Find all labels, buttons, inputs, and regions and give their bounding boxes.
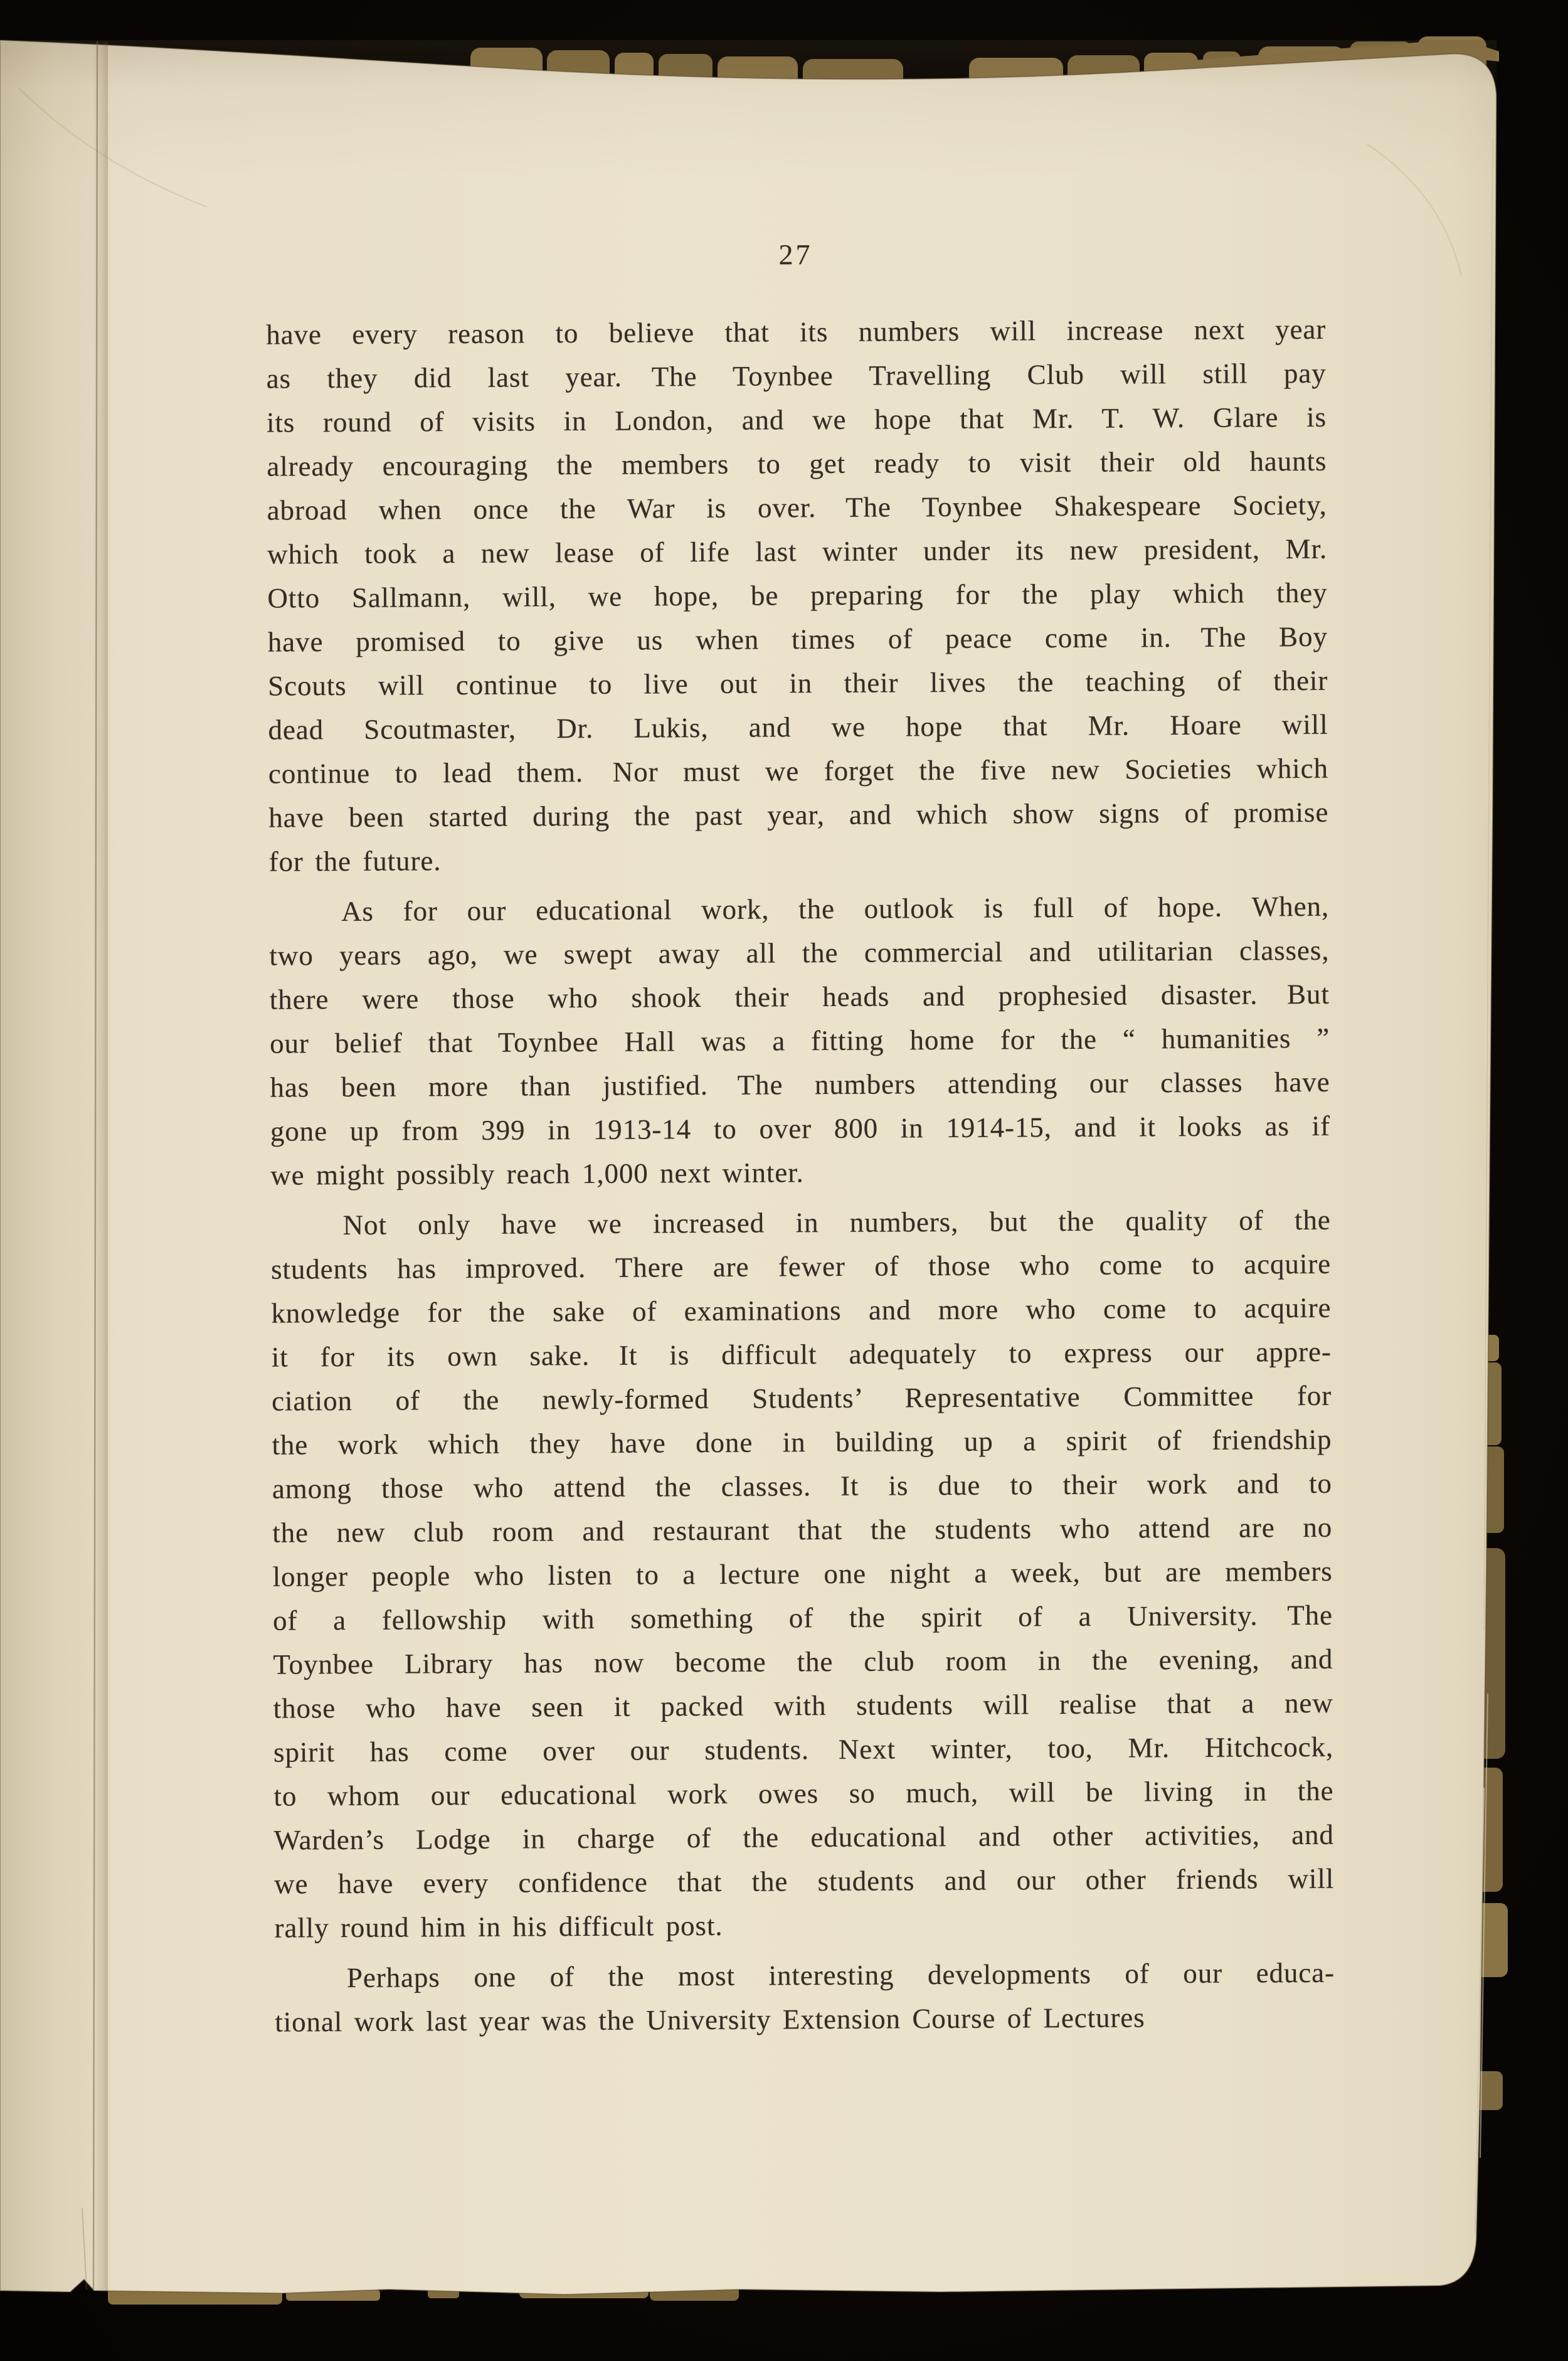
paragraph-3 [271, 1198, 1335, 1950]
text-line: have every reason to believe that its numbers will increase next year [266, 313, 1327, 351]
text-line: we have every confidence that the students and our other friends will [274, 1862, 1335, 1900]
text-line: As for our educational work, the outlook is full of hope. When, [341, 890, 1330, 928]
text-line: of a fellowship with something of the spirit of a University. The [272, 1599, 1333, 1637]
text-line: Warden’s Lodge in charge of the educational and other activities, and [273, 1818, 1334, 1856]
text-line: abroad when once the War is over. The Toynbee Shakespeare Society, [267, 489, 1327, 526]
text-line: our belief that Toynbee Hall was a fitting home for the “ humanities ” [270, 1022, 1330, 1059]
text-line: among those who attend the classes. It is due to their work and to [272, 1467, 1333, 1505]
text-line: it for its own sake. It is difficult adequately to express our appre- [271, 1335, 1332, 1373]
text-line: to whom our educational work owes so much, will be living in the [273, 1775, 1334, 1812]
text-line: as they did last year. The Toynbee Travelling Club will still pay [266, 357, 1327, 395]
text-line: its round of visits in London, and we hope that Mr. T. W. Glare is [266, 401, 1327, 438]
text-line: continue to lead them. Nor must we forget the five new Societies which [268, 752, 1329, 790]
text-line: which took a new lease of life last winter under its new president, Mr. [267, 533, 1328, 570]
text-line: have promised to give us when times of peace come in. The Boy [267, 620, 1328, 658]
text-line: already encouraging the members to get ready to visit their old haunts [267, 445, 1327, 482]
text-line: Otto Sallmann, will, we hope, be preparing for the play which they [267, 576, 1328, 614]
text-line: ciation of the newly-formed Students’ Representative Committee for [272, 1379, 1332, 1417]
text-line: we might possibly reach 1,000 next winter. [270, 1157, 804, 1191]
text-line: gone up from 399 in 1913-14 to over 800 in 1914-15, and it looks as if [270, 1110, 1331, 1147]
paragraph-2 [269, 884, 1331, 1197]
text-line: Scouts will continue to live out in their lives the teaching of their [268, 664, 1328, 702]
text-line: rally round him in his difficult post. [274, 1909, 723, 1944]
paragraph-1 [266, 307, 1329, 884]
page-content [265, 238, 1335, 2044]
text-line: has been more than justified. The numbers attending our classes have [270, 1066, 1330, 1103]
text-line: Not only have we increased in numbers, but the quality of the [342, 1204, 1331, 1241]
text-line: two years ago, we swept away all the commercial and utilitarian classes, [269, 934, 1330, 972]
text-line: there were those who shook their heads and prophesied disaster. But [269, 978, 1330, 1016]
text-line: for the future. [268, 845, 442, 878]
text-line: tional work last year was the University Extension Course of Lectures [275, 2002, 1145, 2038]
text-line: spirit has come over our students. Next winter, too, Mr. Hitchcock, [273, 1731, 1334, 1768]
text-line: the new club room and restaurant that the students who attend are no [272, 1511, 1333, 1549]
text-line: have been started during the past year, and which show signs of promise [268, 796, 1329, 834]
text-line: students has improved. There are fewer of those who come to acquire [270, 1248, 1332, 1285]
page-number: 27 [778, 238, 813, 271]
text-line: Toynbee Library has now become the club room in the evening, and [273, 1643, 1333, 1680]
text-line: those who have seen it packed with students will realise that a new [273, 1687, 1333, 1724]
paragraph-4 [275, 1951, 1335, 2044]
text-line: the work which they have done in building up a spirit of friendship [272, 1423, 1332, 1461]
text-line: Perhaps one of the most interesting developments of our educa- [346, 1956, 1335, 1994]
text-line: longer people who listen to a lecture one night a week, but are members [272, 1555, 1333, 1593]
text-line: dead Scoutmaster, Dr. Lukis, and we hope that Mr. Hoare will [268, 708, 1328, 746]
text-line: knowledge for the sake of examinations and more who come to acquire [271, 1292, 1332, 1329]
